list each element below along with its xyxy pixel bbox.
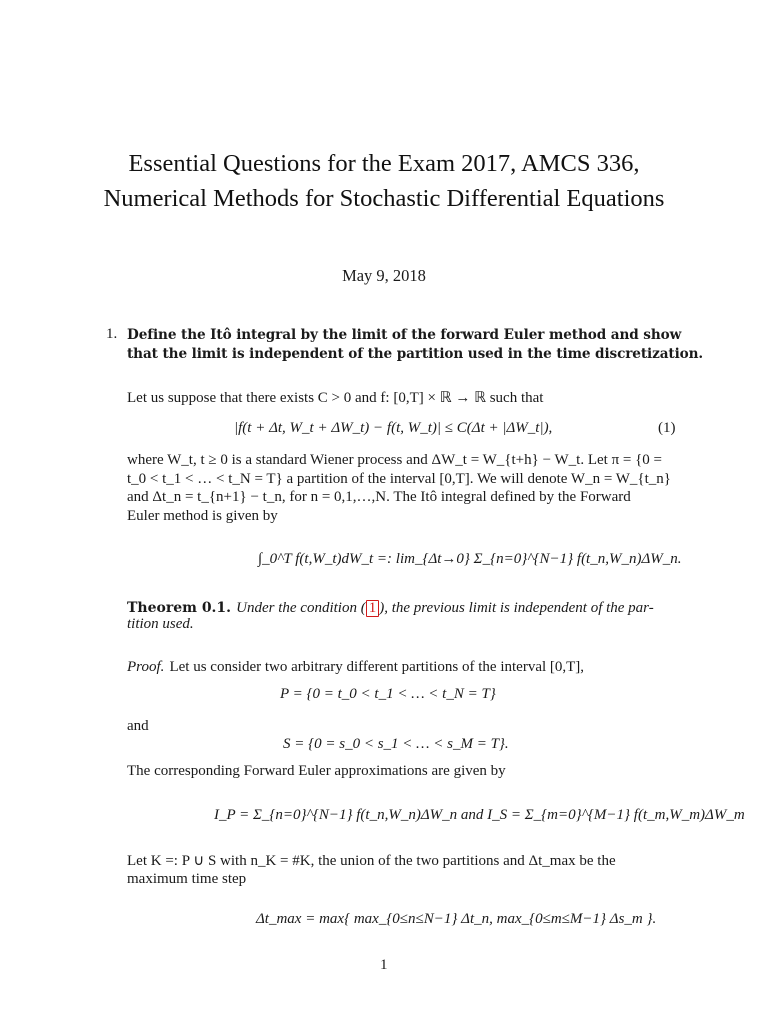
equation-1: |f(t + Δt, W_t + ΔW_t) − f(t, W_t)| ≤ C(Δt + |ΔW_t|), <box>234 420 553 436</box>
question-line-1: Define the Itô integral by the limit of the forward Euler method and show <box>127 327 682 343</box>
k-line-1: Let K =: P ∪ S with n_K = #K, the union of the two partitions and Δt_max be the <box>127 853 616 869</box>
k-line-2: maximum time step <box>127 871 247 887</box>
proof-block <box>127 656 584 676</box>
integral-equation: ∫_0^T f(t,W_t)dW_t =: lim_{Δt→0} Σ_{n=0}^{N−1} f(t_n,W_n)ΔW_n. <box>258 551 682 567</box>
partition-s: S = {0 = s_0 < s_1 < … < s_M = T}. <box>283 736 509 752</box>
and-word: and <box>127 718 149 734</box>
page-number: 1 <box>380 957 388 973</box>
paragraph-2-line-1: where W_t, t ≥ 0 is a standard Wiener process and ΔW_t = W_{t+h} − W_t. Let π = {0 = <box>127 452 663 468</box>
document-date: May 9, 2018 <box>342 266 426 285</box>
title-line-2: Numerical Methods for Stochastic Differential Equations <box>103 185 665 212</box>
paragraph-2-line-2: t_0 < t_1 < … < t_N = T} a partition of the interval [0,T]. We will denote W_n = W_{t_n} <box>127 471 671 487</box>
intro-paragraph: Let us suppose that there exists C > 0 and f: [0,T] × ℝ → ℝ such that <box>127 390 544 406</box>
theorem-text-b: ), the previous limit is independent of the par- <box>379 600 654 616</box>
proof-text: Let us consider two arbitrary different partitions of the interval [0,T], <box>169 659 585 675</box>
dtmax-equation: Δt_max = max{ max_{0≤n≤N−1} Δt_n, max_{0≤m≤M−1} Δs_m }. <box>256 911 657 927</box>
theorem-line-2: tition used. <box>127 616 194 632</box>
document-title <box>40 146 728 216</box>
partition-p: P = {0 = t_0 < t_1 < … < t_N = T} <box>280 686 496 702</box>
approx-intro: The corresponding Forward Euler approximations are given by <box>127 763 506 779</box>
theorem-block <box>127 597 654 617</box>
question-number: 1. <box>106 326 118 342</box>
paragraph-2-line-4: Euler method is given by <box>127 508 278 524</box>
title-line-1: Essential Questions for the Exam 2017, AMCS 336, <box>128 150 640 177</box>
approximation-equation: I_P = Σ_{n=0}^{N−1} f(t_n,W_n)ΔW_n and I_S = Σ_{m=0}^{M−1} f(t_m,W_m)ΔW_m <box>214 807 745 823</box>
theorem-label: Theorem 0.1. <box>127 600 232 616</box>
theorem-text-a: Under the condition ( <box>236 600 366 616</box>
proof-label: Proof. <box>127 659 165 675</box>
paragraph-2-line-3: and Δt_n = t_{n+1} − t_n, for n = 0,1,…,N. The Itô integral defined by the Forward <box>127 489 631 505</box>
equation-1-number: (1) <box>658 420 676 436</box>
question-line-2: that the limit is independent of the partition used in the time discretization. <box>127 346 704 362</box>
equation-reference-link[interactable]: 1 <box>366 600 380 617</box>
